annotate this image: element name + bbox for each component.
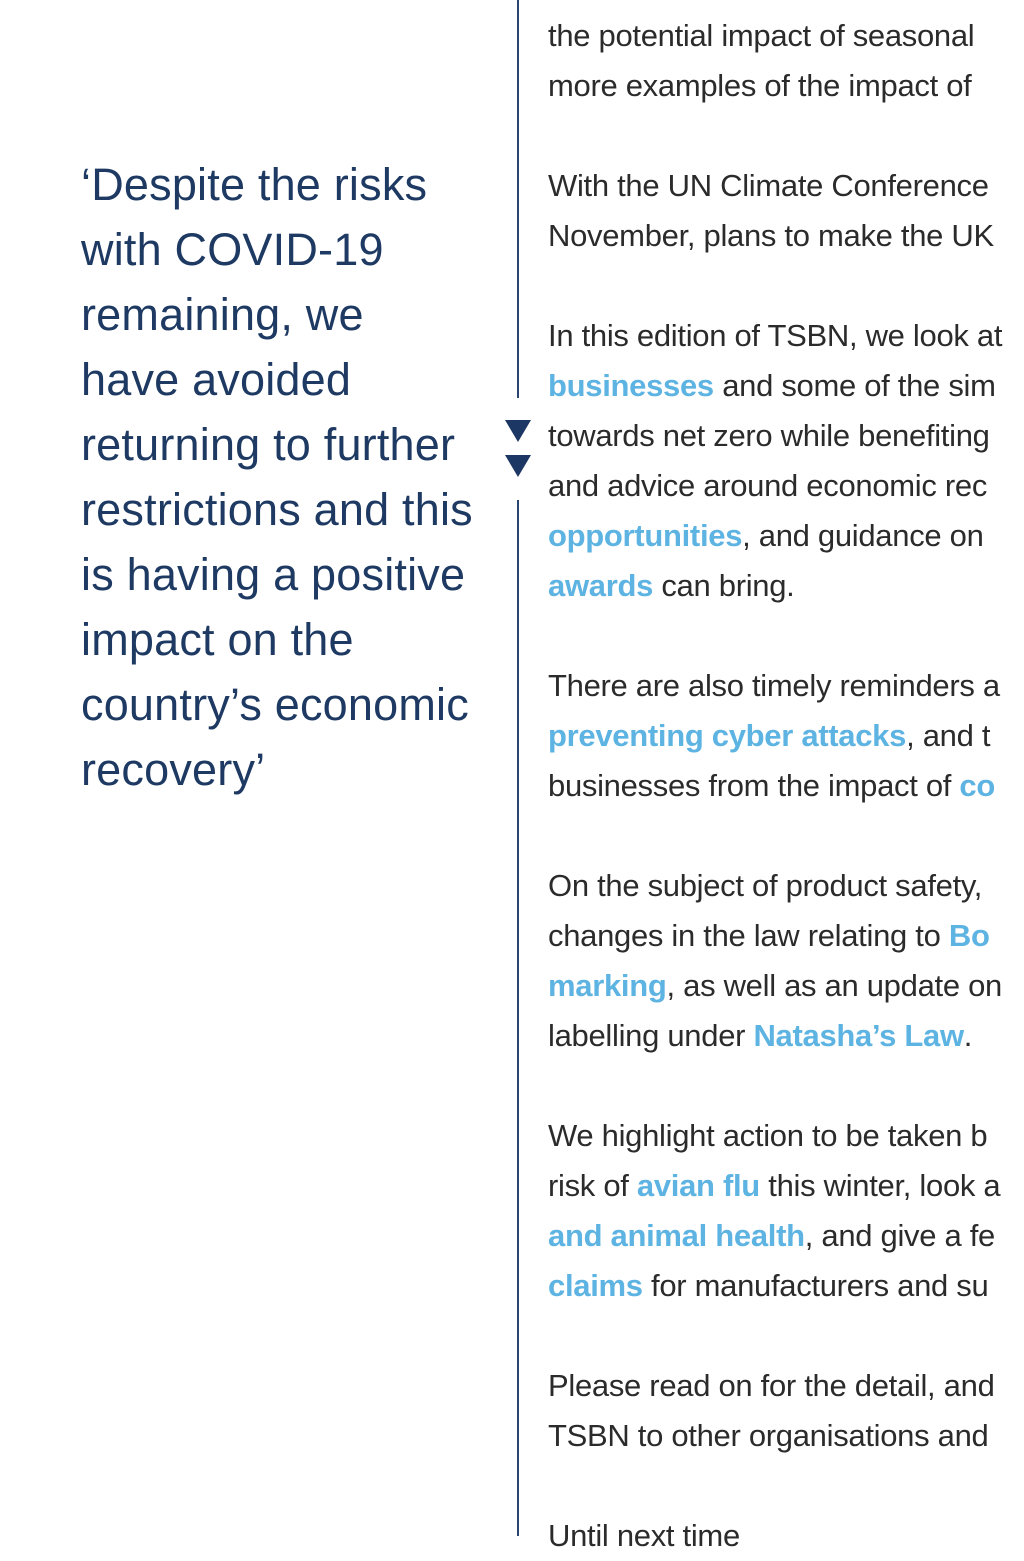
quote-line: remaining, we [81, 289, 364, 340]
link-avian-flu[interactable]: avian flu [636, 1168, 760, 1203]
column-divider [517, 0, 519, 398]
quote-line: impact on the [81, 614, 354, 665]
quote-line: is having a positive [81, 549, 466, 600]
link-natashas-law[interactable]: Natasha’s Law [753, 1018, 964, 1053]
quote-line: returning to further [81, 419, 456, 470]
body-text-run: can bring. [653, 568, 795, 603]
body-text-run: , and guidance on [742, 518, 984, 553]
link-preventing-cyber-attacks[interactable]: preventing cyber attacks [548, 718, 907, 753]
link-bo[interactable]: Bo [948, 918, 990, 953]
body-line [548, 711, 1024, 761]
chevron-down-icon [505, 420, 531, 442]
body-text-run: changes in the law relating to [548, 918, 949, 953]
body-line [548, 1161, 1024, 1211]
body-line: In this edition of TSBN, we look at [548, 318, 1003, 353]
pull-quote [81, 152, 511, 802]
link-animal-health[interactable]: and animal health [548, 1218, 805, 1253]
column-divider [517, 500, 519, 1536]
body-text-run: , as well as an update on [666, 968, 1002, 1003]
body-line [548, 1211, 1024, 1261]
quote-line: recovery’ [81, 744, 266, 795]
quote-line: with COVID-19 [81, 224, 384, 275]
body-text-run: . [963, 1018, 973, 1053]
quote-line: ‘Despite the risks [81, 159, 428, 210]
body-line: Until next time [548, 1518, 740, 1553]
body-line: We highlight action to be taken b [548, 1118, 988, 1153]
body-text-run: and some of the sim [713, 368, 996, 403]
link-claims[interactable]: claims [548, 1268, 643, 1303]
body-line [548, 911, 1024, 961]
body-line: towards net zero while benefiting [548, 418, 990, 453]
body-text-run: this winter, look a [759, 1168, 1001, 1203]
body-text-run: , and give a fe [804, 1218, 995, 1253]
body-line [548, 361, 1024, 411]
quote-line: have avoided [81, 354, 352, 405]
body-line [548, 961, 1024, 1011]
body-text-run: businesses from the impact of [548, 768, 960, 803]
link-awards[interactable]: awards [548, 568, 654, 603]
body-line [548, 561, 1024, 611]
body-line [548, 511, 1024, 561]
body-text-run: for manufacturers and su [642, 1268, 989, 1303]
body-line: November, plans to make the UK [548, 218, 994, 253]
link-marking[interactable]: marking [548, 968, 667, 1003]
body-text-run: risk of [548, 1168, 637, 1203]
body-line [548, 1261, 1024, 1311]
link-businesses[interactable]: businesses [548, 368, 714, 403]
body-line: On the subject of product safety, [548, 868, 983, 903]
body-line: TSBN to other organisations and [548, 1418, 989, 1453]
body-line: There are also timely reminders a [548, 668, 1000, 703]
body-line: and advice around economic rec [548, 468, 988, 503]
article-body [548, 11, 1024, 1561]
body-line: With the UN Climate Conference [548, 168, 989, 203]
body-text-run: , and t [906, 718, 991, 753]
chevron-down-icon [505, 455, 531, 477]
body-line [548, 1011, 1024, 1061]
body-line: the potential impact of seasonal [548, 18, 975, 53]
link-opportunities[interactable]: opportunities [548, 518, 743, 553]
body-line [548, 761, 1024, 811]
link-co[interactable]: co [959, 768, 995, 803]
quote-line: country’s economic [81, 679, 469, 730]
body-line: more examples of the impact of [548, 68, 972, 103]
body-line: Please read on for the detail, and [548, 1368, 995, 1403]
body-text-run: labelling under [548, 1018, 754, 1053]
quote-line: restrictions and this [81, 484, 473, 535]
